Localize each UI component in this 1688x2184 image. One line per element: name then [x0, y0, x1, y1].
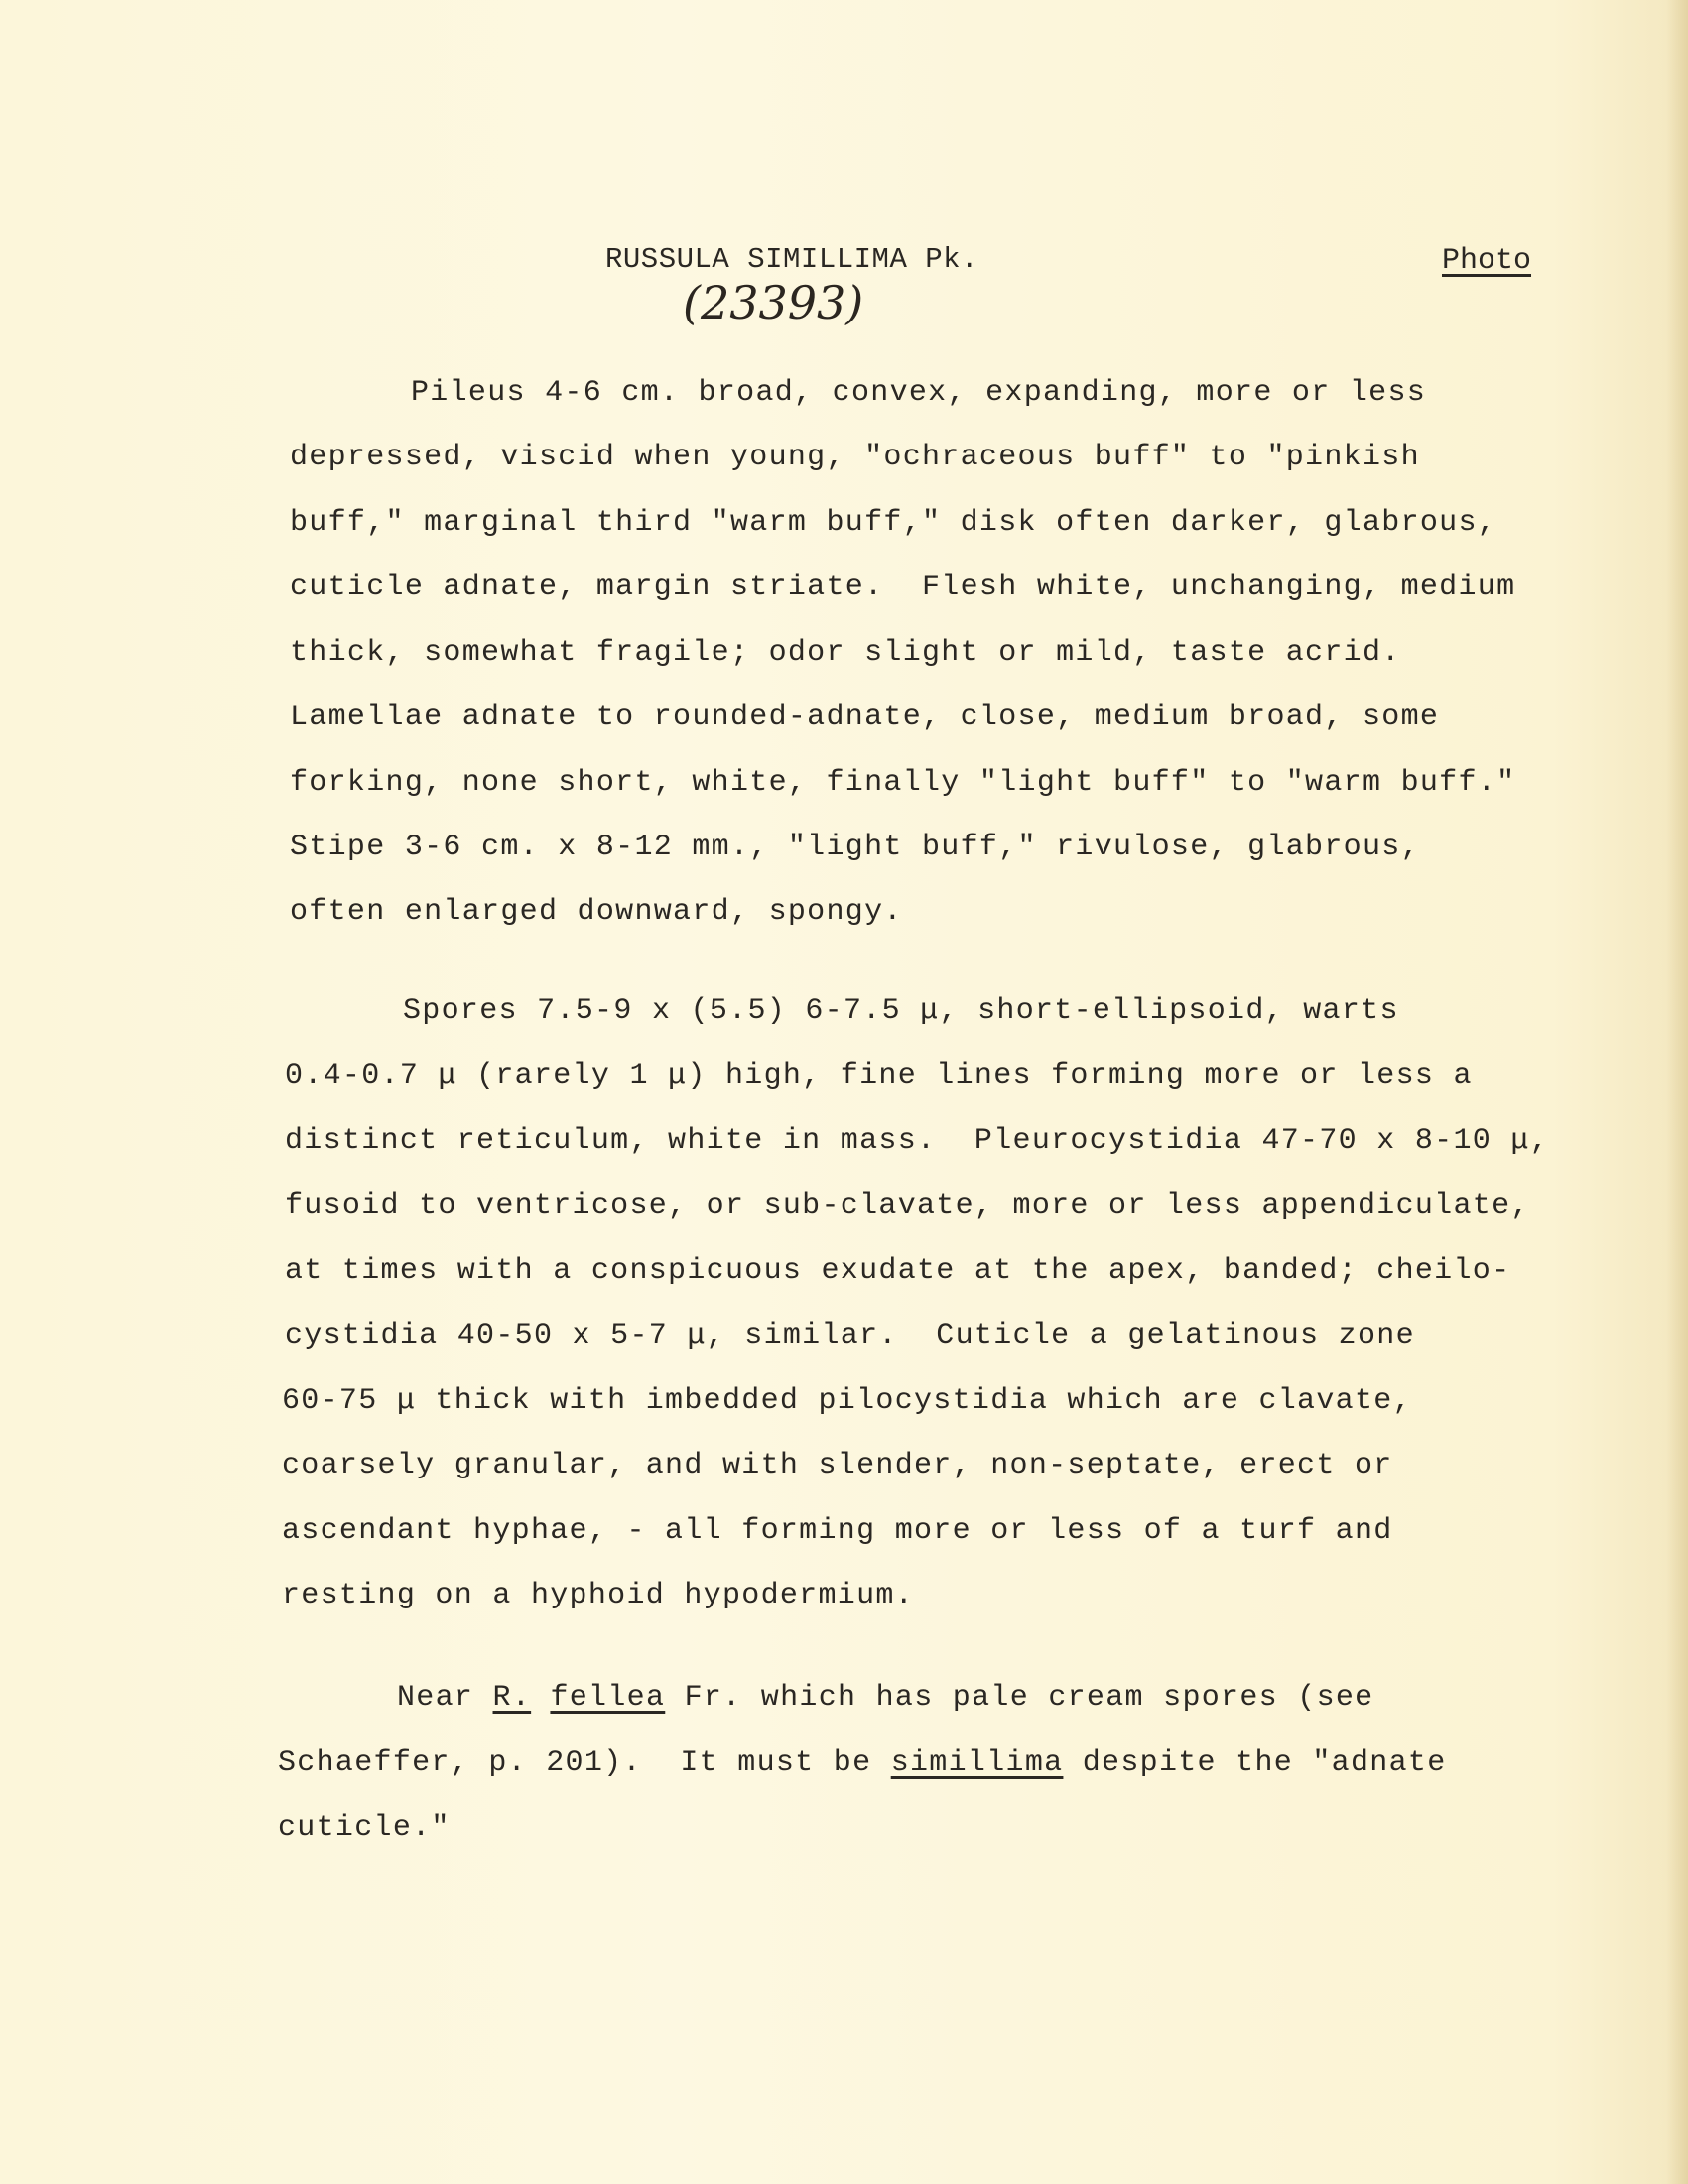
description-line: buff," marginal third "warm buff," disk often darker, glabrous,	[290, 506, 1497, 540]
microscopy-line: resting on a hyphoid hypodermium.	[282, 1579, 914, 1612]
species-name-simillima: simillima	[890, 1746, 1064, 1780]
microscopy-line: cystidia 40-50 x 5-7 μ, similar. Cuticle a gelatinous zone	[285, 1319, 1415, 1352]
note-text: despite the "adnate	[1063, 1746, 1447, 1780]
photo-label: Photo	[1442, 244, 1532, 278]
microscopy-line: ascendant hyphae, - all forming more or less of a turf and	[282, 1514, 1393, 1548]
microscopy-line: fusoid to ventricose, or sub-clavate, more or less appendiculate,	[285, 1189, 1530, 1222]
description-line: Pileus 4-6 cm. broad, convex, expanding, more or less	[411, 376, 1427, 410]
note-text: Fr. which has pale cream spores (see	[665, 1681, 1374, 1715]
description-line: depressed, viscid when young, "ochraceous buff" to "pinkish	[290, 441, 1420, 474]
handwritten-specimen-number: (23393)	[683, 276, 864, 329]
description-line: thick, somewhat fragile; odor slight or mild, taste acrid.	[290, 636, 1401, 670]
microscopy-line: 0.4-0.7 μ (rarely 1 μ) high, fine lines forming more or less a	[285, 1059, 1473, 1092]
microscopy-line: Spores 7.5-9 x (5.5) 6-7.5 μ, short-ellipsoid, warts	[403, 994, 1399, 1028]
note-text: Near	[397, 1681, 493, 1715]
description-line: forking, none short, white, finally "light buff" to "warm buff."	[290, 766, 1516, 800]
document-title: RUSSULA SIMILLIMA Pk.	[605, 243, 978, 276]
description-line: often enlarged downward, spongy.	[290, 895, 903, 929]
description-line: Lamellae adnate to rounded-adnate, close, medium broad, some	[290, 701, 1440, 734]
note-text	[531, 1681, 550, 1715]
microscopy-line: 60-75 μ thick with imbedded pilocystidia which are clavate,	[282, 1384, 1412, 1418]
microscopy-line: distinct reticulum, white in mass. Pleurocystidia 47-70 x 8-10 μ,	[285, 1124, 1549, 1158]
note-text: Schaeffer, p. 201). It must be	[278, 1746, 891, 1780]
species-name-fellea: fellea	[550, 1681, 666, 1715]
page-edge-shadow	[1666, 0, 1688, 2184]
microscopy-line: at times with a conspicuous exudate at the apex, banded; cheilo-	[285, 1254, 1511, 1288]
note-line	[278, 1743, 1447, 1783]
note-line	[397, 1678, 1373, 1718]
description-line: Stipe 3-6 cm. x 8-12 mm., "light buff," rivulose, glabrous,	[290, 831, 1420, 864]
microscopy-line: coarsely granular, and with slender, non-septate, erect or	[282, 1449, 1393, 1482]
description-line: cuticle adnate, margin striate. Flesh white, unchanging, medium	[290, 571, 1516, 604]
note-line: cuticle."	[278, 1811, 451, 1845]
genus-abbreviation: R.	[492, 1681, 532, 1715]
